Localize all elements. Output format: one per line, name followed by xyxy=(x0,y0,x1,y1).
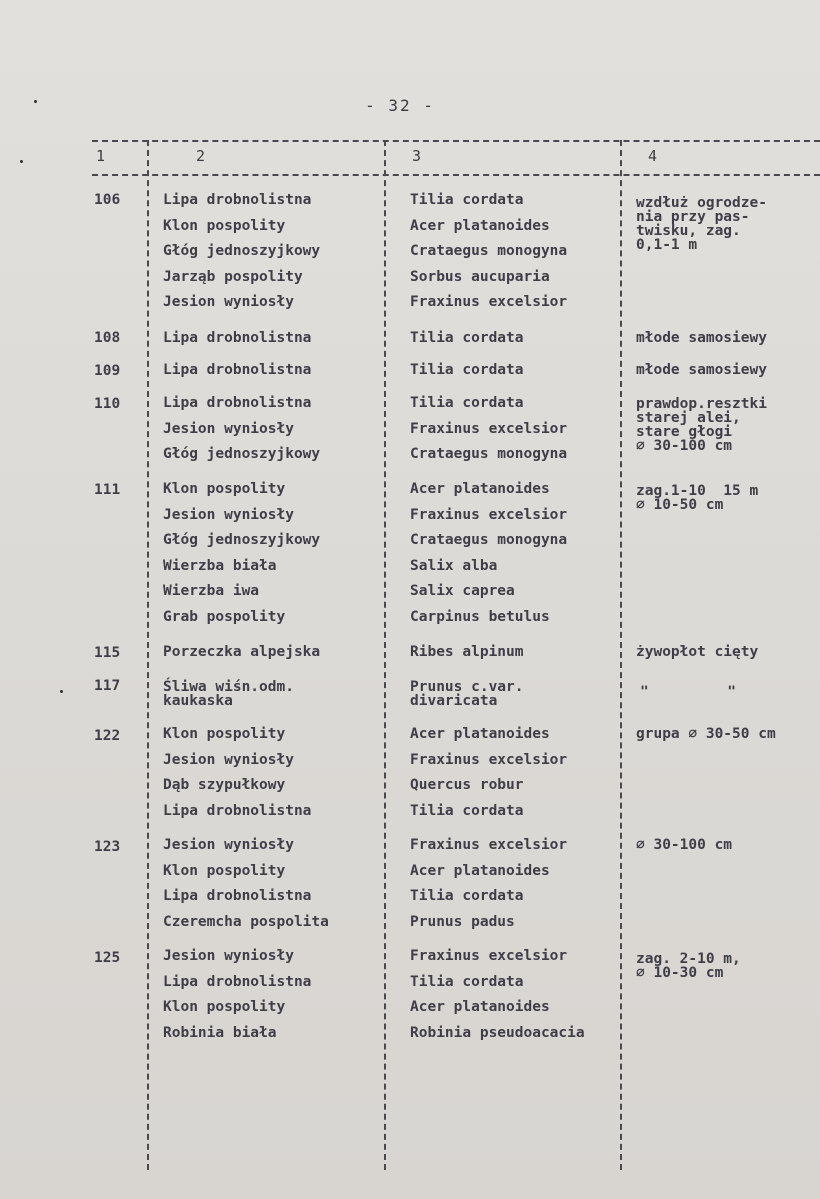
row-number: 122 xyxy=(94,728,121,744)
polish-name-cell: Śliwa wiśn.odm. kaukaska xyxy=(163,679,294,709)
latin-name-cell: Tilia cordata xyxy=(410,362,524,378)
column-header-4: 4 xyxy=(648,147,658,165)
latin-name-cell: Prunus c.var. divaricata xyxy=(410,679,524,709)
page-number: - 32 - xyxy=(365,96,435,115)
polish-name-cell: Lipa drobnolistna xyxy=(163,362,312,378)
column-header-1: 1 xyxy=(96,147,106,165)
column-divider xyxy=(384,140,386,1170)
notes-cell: wzdłuż ogrodze- nia przy pas- twisku, zag. 0,1-1 m xyxy=(636,195,767,253)
polish-name-cell: Porzeczka alpejska xyxy=(163,644,321,660)
notes-cell: ∅ 30-100 cm xyxy=(636,837,733,853)
margin-dot xyxy=(60,690,63,693)
margin-dot xyxy=(20,160,23,163)
latin-name-cell: Fraxinus excelsior Acer platanoides Tilia cordata Prunus padus xyxy=(410,837,568,930)
row-number: 125 xyxy=(94,950,121,966)
polish-name-cell: Klon pospolity Jesion wyniosły Głóg jednoszyjkowy Wierzba biała Wierzba iwa Grab pospolity xyxy=(163,481,321,625)
polish-name-cell: Klon pospolity Jesion wyniosły Dąb szypułkowy Lipa drobnolistna xyxy=(163,726,312,819)
latin-name-cell: Tilia cordata Acer platanoides Crataegus monogyna Sorbus aucuparia Fraxinus excelsior xyxy=(410,192,568,310)
latin-name-cell: Acer platanoides Fraxinus excelsior Crataegus monogyna Salix alba Salix caprea Carpinus betulus xyxy=(410,481,568,625)
latin-name-cell: Acer platanoides Fraxinus excelsior Quercus robur Tilia cordata xyxy=(410,726,568,819)
header-bottom-rule xyxy=(92,174,820,176)
polish-name-cell: Jesion wyniosły Lipa drobnolistna Klon pospolity Robinia biała xyxy=(163,948,312,1041)
column-header-3: 3 xyxy=(412,147,422,165)
row-number: 106 xyxy=(94,192,121,208)
polish-name-cell: Jesion wyniosły Klon pospolity Lipa drobnolistna Czeremcha pospolita xyxy=(163,837,329,930)
notes-cell: młode samosiewy xyxy=(636,330,767,346)
row-number: 109 xyxy=(94,363,121,379)
notes-cell: " " xyxy=(640,684,737,700)
latin-name-cell: Fraxinus excelsior Tilia cordata Acer platanoides Robinia pseudoacacia xyxy=(410,948,585,1041)
column-header-2: 2 xyxy=(196,147,206,165)
column-divider xyxy=(147,140,149,1170)
row-number: 117 xyxy=(94,678,121,694)
row-number: 115 xyxy=(94,645,121,661)
margin-dot xyxy=(34,100,37,103)
latin-name-cell: Tilia cordata Fraxinus excelsior Crataegus monogyna xyxy=(410,395,568,462)
notes-cell: grupa ∅ 30-50 cm xyxy=(636,726,776,742)
table-top-rule xyxy=(92,140,820,142)
row-number: 110 xyxy=(94,396,121,412)
column-divider xyxy=(620,140,622,1170)
polish-name-cell: Lipa drobnolistna xyxy=(163,330,312,346)
row-number: 111 xyxy=(94,482,121,498)
latin-name-cell: Ribes alpinum xyxy=(410,644,524,660)
notes-cell: zag. 2-10 m, ∅ 10-30 cm xyxy=(636,951,741,981)
row-number: 108 xyxy=(94,330,121,346)
latin-name-cell: Tilia cordata xyxy=(410,330,524,346)
notes-cell: młode samosiewy xyxy=(636,362,767,378)
notes-cell: żywopłot cięty xyxy=(636,644,759,660)
polish-name-cell: Lipa drobnolistna Jesion wyniosły Głóg jednoszyjkowy xyxy=(163,395,321,462)
row-number: 123 xyxy=(94,839,121,855)
polish-name-cell: Lipa drobnolistna Klon pospolity Głóg jednoszyjkowy Jarząb pospolity Jesion wyniosły xyxy=(163,192,321,310)
notes-cell: prawdop.resztki starej alei, stare głogi ∅ 30-100 cm xyxy=(636,396,767,454)
notes-cell: zag.1-10 15 m ∅ 10-50 cm xyxy=(636,483,759,513)
